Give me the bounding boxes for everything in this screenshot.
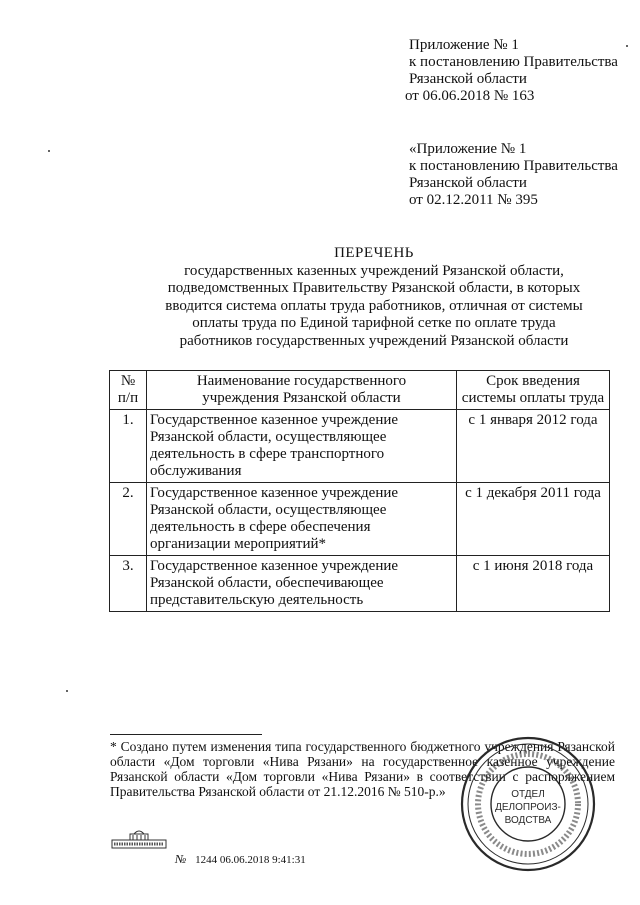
header-number	[110, 371, 147, 410]
title-heading: ПЕРЕЧЕНЬ	[334, 245, 414, 261]
registry-stamp	[458, 734, 598, 874]
appendix-current-ref: к постановлению Правительства	[409, 54, 618, 70]
appendix-current-block	[405, 37, 618, 105]
registration-mark	[175, 852, 306, 867]
registration-date: 06.06.2018	[219, 854, 270, 866]
appendix-original-title: «Приложение № 1	[409, 141, 527, 157]
row-term: с 1 декабря 2011 года	[457, 483, 610, 556]
header-name	[147, 371, 457, 410]
row-term: с 1 июня 2018 года	[457, 556, 610, 612]
appendix-current-title: Приложение № 1	[409, 37, 519, 53]
row-number: 3.	[110, 556, 147, 612]
header-number-line: №	[120, 373, 136, 389]
footnote-separator	[110, 734, 262, 735]
institutions-table	[109, 370, 610, 612]
appendix-original-region: Рязанской области	[409, 175, 527, 191]
title-line: оплаты труда по Единой тарифной сетке по оплате труда	[192, 315, 556, 332]
title-line: работников государственных учреждений Рязанской области	[179, 332, 569, 349]
appendix-original-ref: к постановлению Правительства	[409, 158, 618, 174]
row-institution-name: Государственное казенное учреждение Рязанской области, осуществляющее деятельность в сфере транспортного обслуживания	[147, 410, 457, 483]
footnote-text: * Создано путем изменения типа государственного бюджетного учреждения Рязанской области «Дом торговли «Нива Рязани» на государственное казенное учреждение Рязанской области «Дом торговли «Нива Рязани» в соответствии с распоряжением Правительства Рязанской области от 21.12.2016 № 510-р.»	[110, 739, 615, 799]
appendix-original-date: от 02.12.2011 № 395	[409, 192, 538, 208]
building-logo-icon	[110, 826, 168, 850]
title-line: государственных казенных учреждений Рязанской области,	[184, 262, 564, 279]
scan-speck	[48, 150, 50, 152]
table-row	[110, 556, 610, 612]
table-header-row	[110, 371, 610, 410]
title-line: вводится система оплаты труда работников, отличная от системы	[165, 297, 583, 314]
registration-time: 9:41:31	[272, 854, 306, 866]
header-name-line: Наименование государственного	[196, 373, 407, 389]
header-number-line: п/п	[117, 390, 139, 406]
registration-number: 1244	[195, 854, 218, 866]
stamp-text-line: ВОДСТВА	[504, 815, 552, 826]
appendix-current-date: от 06.06.2018 № 163	[405, 88, 535, 104]
header-term	[457, 371, 610, 410]
table-row	[110, 410, 610, 483]
scan-speck	[66, 690, 68, 692]
header-term-line: Срок введения	[486, 373, 580, 389]
stamp-text-line: ДЕЛОПРОИЗ-	[495, 802, 561, 813]
stamp-text-line: ОТДЕЛ	[511, 789, 545, 800]
table-row	[110, 483, 610, 556]
appendix-original-block	[409, 141, 618, 209]
document-title	[100, 245, 640, 351]
row-institution-name: Государственное казенное учреждение Рязанской области, осуществляющее деятельность в сфере обеспечения организации мероприятий*	[147, 483, 457, 556]
row-institution-name: Государственное казенное учреждение Рязанской области, обеспечивающее представительскую деятельность	[147, 556, 457, 612]
row-number: 1.	[110, 410, 147, 483]
title-line: подведомственных Правительству Рязанской области, в которых	[167, 280, 581, 297]
registration-sign: №	[175, 852, 187, 866]
row-term: с 1 января 2012 года	[457, 410, 610, 483]
header-term-line: системы оплаты труда	[461, 390, 605, 406]
scan-speck	[626, 45, 628, 47]
appendix-current-region: Рязанской области	[409, 71, 527, 87]
row-number: 2.	[110, 483, 147, 556]
header-name-line: учреждения Рязанской области	[202, 390, 401, 406]
